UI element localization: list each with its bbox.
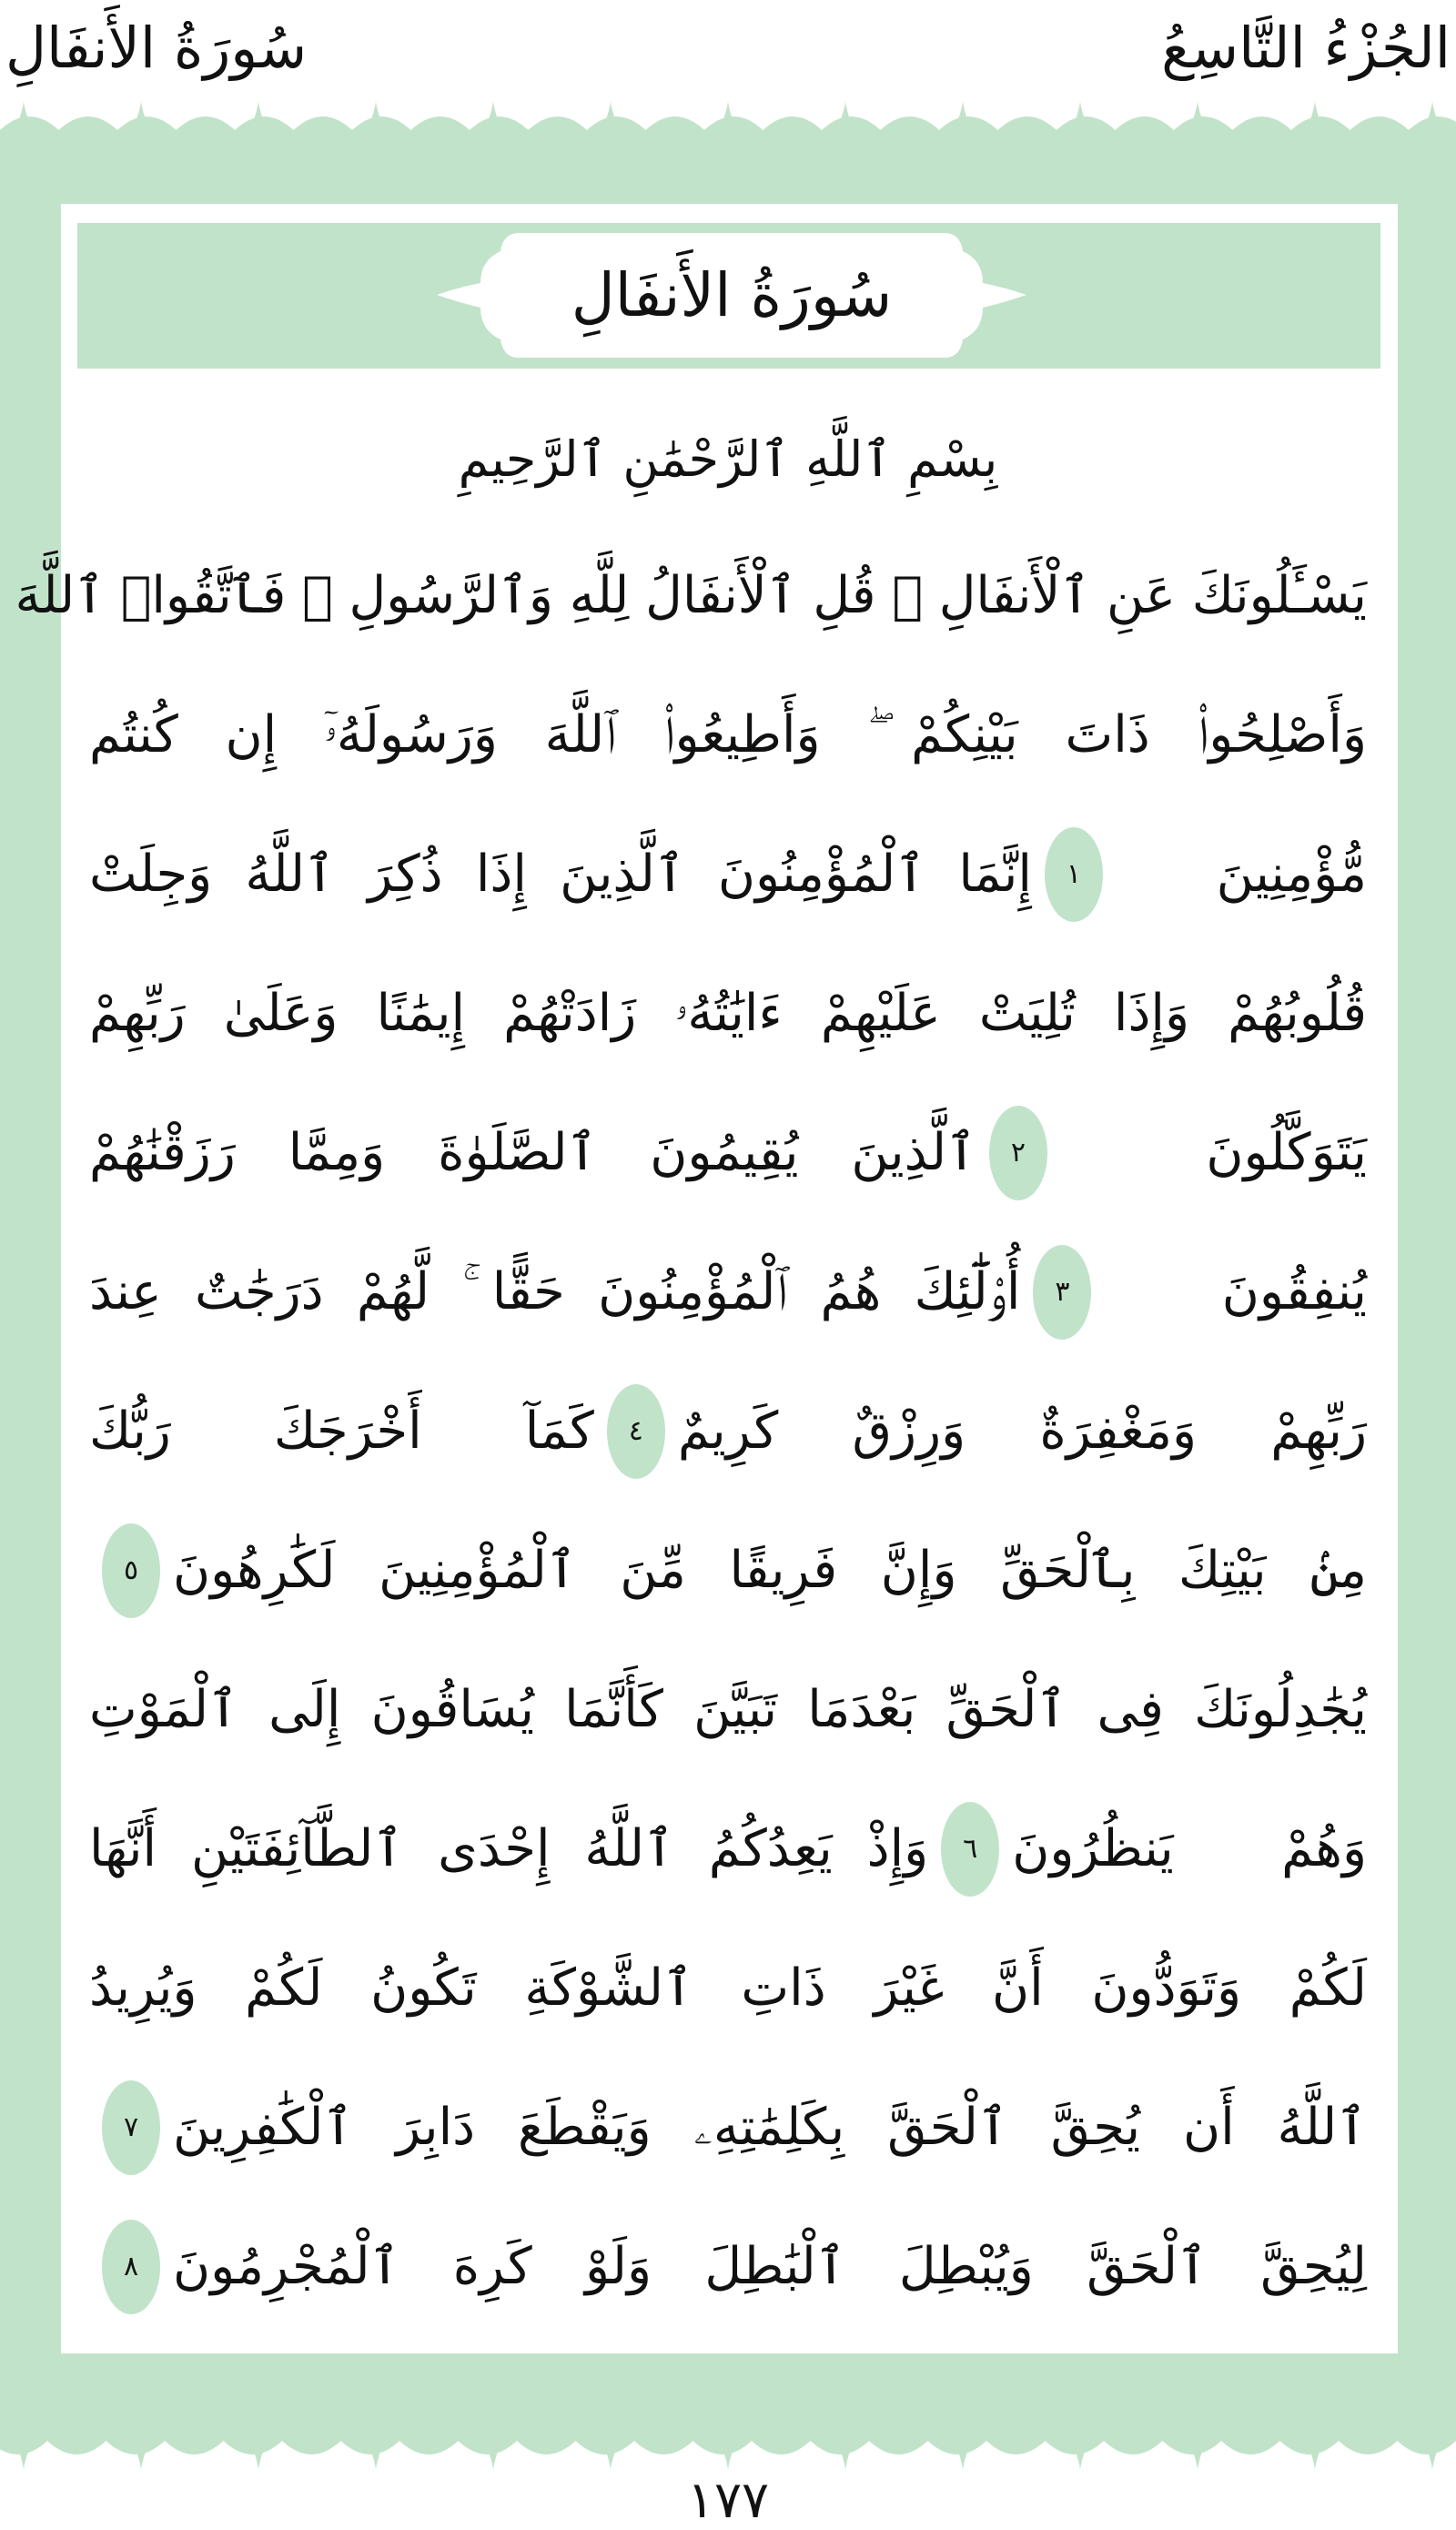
verse-line bbox=[89, 1790, 1367, 1908]
frame-scallop-tip bbox=[1307, 100, 1323, 130]
verse-line bbox=[89, 676, 1367, 794]
frame-scallop-tip bbox=[1424, 100, 1441, 130]
verse-line bbox=[89, 1929, 1367, 2048]
basmala: بِسْمِ ٱللَّهِ ٱلرَّحْمَٰنِ ٱلرَّحِيمِ bbox=[458, 430, 998, 488]
verse-text: ٱلَّذِينَ يُقِيمُونَ ٱلصَّلَوٰةَ وَمِمَّا رَزَقْنَٰهُمْ bbox=[88, 1123, 976, 1182]
frame-scallop-tip bbox=[1189, 2441, 1206, 2471]
verse-text: إِنَّمَا ٱلْمُؤْمِنُونَ ٱلَّذِينَ إِذَا ذُكِرَ ٱللَّهُ وَجِلَتْ bbox=[88, 845, 1032, 904]
frame-scallop-tip bbox=[133, 2441, 149, 2471]
frame-scallop-tip bbox=[368, 2441, 384, 2471]
ayah-number-marker: ١ bbox=[1045, 827, 1103, 922]
ayah-number-marker: ٧ bbox=[102, 2080, 160, 2175]
frame-scallop-tip bbox=[1189, 100, 1206, 130]
verse-text: يُجَٰدِلُونَكَ فِى ٱلْحَقِّ بَعْدَمَا تَبَيَّنَ كَأَنَّمَا يُسَاقُونَ إِلَى ٱلْمَوْتِ bbox=[89, 1680, 1367, 1739]
verse-line bbox=[89, 1233, 1367, 1351]
verse-text: لِيُحِقَّ ٱلْحَقَّ وَيُبْطِلَ ٱلْبَٰطِلَ وَلَوْ كَرِهَ ٱلْمُجْرِمُونَ bbox=[173, 2237, 1367, 2296]
verse-line bbox=[89, 2208, 1367, 2326]
frame-scallop-tip bbox=[1307, 2441, 1323, 2471]
verse-line bbox=[89, 955, 1367, 1073]
verse-text: وَأَصْلِحُوا۟ ذَاتَ بَيْنِكُمْ ۖ وَأَطِيعُوا۟ ٱللَّهَ وَرَسُولَهُۥٓ إِن كُنتُم bbox=[89, 705, 1367, 764]
verse-text: وَإِذْ يَعِدُكُمُ ٱللَّهُ إِحْدَى ٱلطَّآئِفَتَيْنِ أَنَّهَا bbox=[89, 1819, 929, 1878]
verse-text: رَبِّهِمْ وَمَغْفِرَةٌ وَرِزْقٌ كَرِيمٌ bbox=[677, 1402, 1367, 1461]
verse-text: قُلُوبُهُمْ وَإِذَا تُلِيَتْ عَلَيْهِمْ ءَايَٰتُهُۥ زَادَتْهُمْ إِيمَٰنًا وَعَلَىٰ رَبِّهِمْ bbox=[89, 984, 1367, 1043]
header-surah-name: سُورَةُ الأَنفَالِ bbox=[5, 15, 308, 81]
frame-scallop-tip bbox=[1072, 100, 1088, 130]
frame-scallop-tip bbox=[837, 2441, 854, 2471]
page-number: ١٧٧ bbox=[686, 2471, 770, 2530]
verse-text: مُّؤْمِنِينَ bbox=[1216, 845, 1367, 904]
ayah-number-marker: ٢ bbox=[989, 1106, 1047, 1200]
verse-line bbox=[89, 1512, 1367, 1630]
frame-scallop-tip bbox=[602, 100, 619, 130]
verse-line bbox=[89, 1094, 1367, 1212]
frame-scallop-tip bbox=[1072, 2441, 1088, 2471]
frame-scallop-tip bbox=[837, 100, 854, 130]
surah-title: سُورَةُ الأَنفَالِ bbox=[571, 260, 893, 330]
header-juz-name: الجُزْءُ التَّاسِعُ bbox=[1161, 15, 1451, 81]
verse-line bbox=[89, 1372, 1367, 1491]
ayah-number-marker: ٥ bbox=[102, 1523, 160, 1618]
frame-scallop-tip bbox=[1424, 2441, 1441, 2471]
frame-scallop-tip bbox=[250, 2441, 267, 2471]
frame-scallop-tip bbox=[720, 2441, 736, 2471]
verse-text: يَسْـَٔلُونَكَ عَنِ ٱلْأَنفَالِ ۖ قُلِ ٱلْأَنفَالُ لِلَّهِ وَٱلرَّسُولِ ۖ فَٱتَّقُوا۟ ٱللَّهَ bbox=[15, 566, 1367, 625]
frame-scallop-tip bbox=[133, 100, 149, 130]
verse-text: مِنۢ بَيْتِكَ بِٱلْحَقِّ وَإِنَّ فَرِيقًا مِّنَ ٱلْمُؤْمِنِينَ لَكَٰرِهُونَ bbox=[173, 1541, 1367, 1600]
verse-text: يُنفِقُونَ bbox=[1221, 1262, 1367, 1321]
ayah-number-marker: ٦ bbox=[941, 1802, 999, 1897]
frame-scallop-tip bbox=[250, 100, 267, 130]
verse-text: أُو۟لَٰٓئِكَ هُمُ ٱلْمُؤْمِنُونَ حَقًّا ۚ لَّهُمْ دَرَجَٰتٌ عِندَ bbox=[89, 1262, 1021, 1321]
frame-scallop-tip bbox=[602, 2441, 619, 2471]
verse-text: يَتَوَكَّلُونَ bbox=[1206, 1123, 1367, 1182]
frame-scallop-tip bbox=[720, 100, 736, 130]
verse-text: وَهُمْ يَنظُرُونَ bbox=[1012, 1819, 1367, 1878]
verse-text: لَكُمْ وَتَوَدُّونَ أَنَّ غَيْرَ ذَاتِ ٱلشَّوْكَةِ تَكُونُ لَكُمْ وَيُرِيدُ bbox=[89, 1958, 1367, 2018]
frame-scallop-tip bbox=[955, 2441, 971, 2471]
verse-line bbox=[89, 2069, 1367, 2187]
verse-text: كَمَآ أَخْرَجَكَ رَبُّكَ bbox=[89, 1402, 594, 1461]
ayah-number-marker: ٨ bbox=[102, 2220, 160, 2314]
verse-line bbox=[89, 1651, 1367, 1769]
frame-scallop-tip bbox=[955, 100, 971, 130]
verse-line bbox=[15, 537, 1367, 655]
ayah-number-marker: ٤ bbox=[607, 1384, 665, 1479]
verse-line bbox=[89, 815, 1367, 934]
frame-scallop-tip bbox=[485, 100, 501, 130]
frame-scallop-tip bbox=[368, 100, 384, 130]
ayah-number-marker: ٣ bbox=[1033, 1245, 1091, 1340]
frame-scallop-tip bbox=[15, 2441, 32, 2471]
frame-scallop-tip bbox=[15, 100, 32, 130]
verse-text: ٱللَّهُ أَن يُحِقَّ ٱلْحَقَّ بِكَلِمَٰتِهِۦ وَيَقْطَعَ دَابِرَ ٱلْكَٰفِرِينَ bbox=[173, 2098, 1367, 2157]
frame-scallop-tip bbox=[485, 2441, 501, 2471]
